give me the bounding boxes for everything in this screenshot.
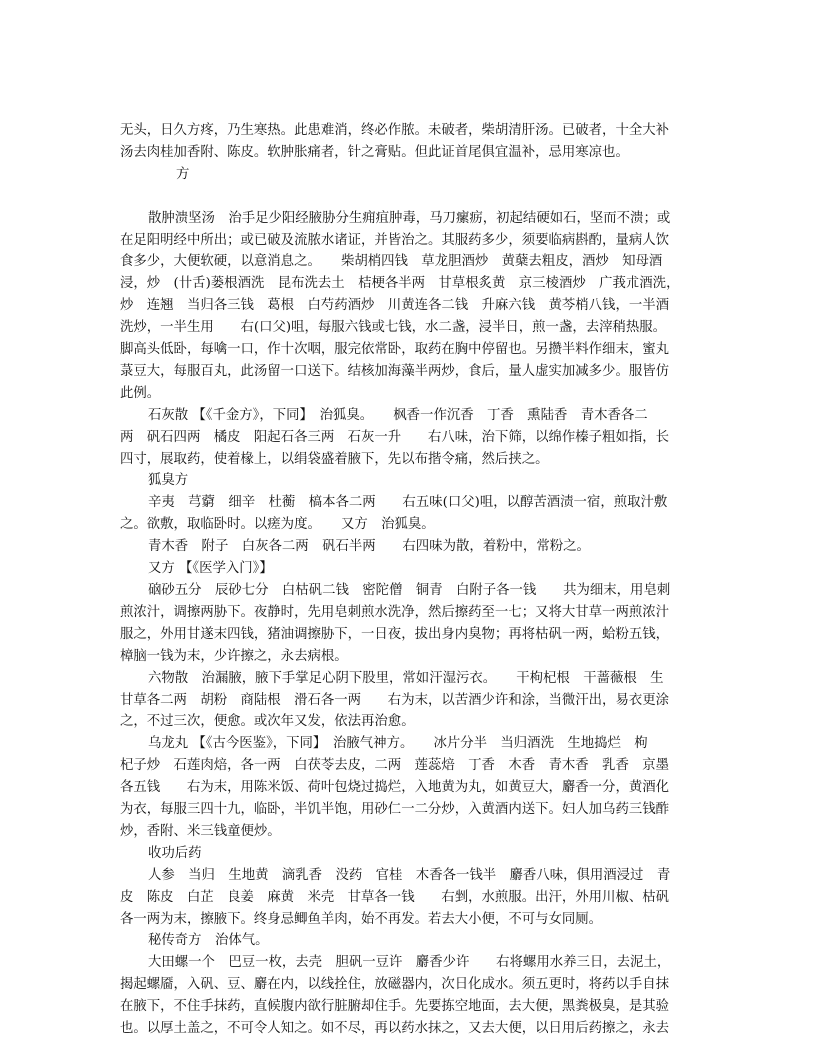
text-line: 杞子炒 石莲肉焙，各一两 白茯苓去皮，二两 莲蕊焙 丁香 木香 青木香 乳香 京墨 bbox=[120, 758, 670, 774]
text-line: 樟脑一钱为末，少许擦之，永去病根。 bbox=[120, 648, 348, 664]
text-line: 石灰散 【《千金方》，下同】 治狐臭。 枫香一作沉香 丁香 熏陆香 青木香各二 bbox=[148, 407, 648, 423]
text-line: 煎浓汁，调擦两胁下。夜静时，先用皂刺煎水洗净，然后擦药至一七；又将大甘草一两煎浓汁 bbox=[120, 604, 670, 620]
text-line: 硇砂五分 辰砂七分 白枯矾二钱 密陀僧 铜青 白附子各一钱 共为细末，用皂刺 bbox=[148, 583, 671, 598]
text-line: 大田螺一个 巴豆一枚，去壳 胆矾一豆许 麝香少许 右将螺用水养三日，去泥土， bbox=[148, 955, 671, 971]
text-line: 洗炒，一半生用 右(口父)咀，每服六钱或七钱，水二盏，浸半日，煎一盏，去滓稍热服。 bbox=[120, 320, 667, 336]
text-line: 乌龙丸 【《古今医鉴》，下同】 治腋气神方。 冰片分半 当归酒洗 生地捣烂 枸 bbox=[148, 736, 648, 752]
text-line: 散肿溃坚汤 治手足少阳经腋胁分生痈疽肿毒，马刀瘰疬，初起结硬如石，坚而不溃；或 bbox=[148, 210, 671, 226]
text-line: 之，不过三次，便愈。或次年又发，依法再治愈。 bbox=[120, 714, 415, 730]
recipe-heading: 又方 【《医学入门》】 bbox=[148, 561, 273, 577]
text-line: 两 矾石四两 橘皮 阳起石各三两 石灰一升 右八味，治下筛，以绵作榛子粗如指，长 bbox=[120, 429, 670, 445]
blank-line bbox=[120, 186, 700, 208]
text-line: 各五钱 右为末，用陈米饭、荷叶包烧过捣烂，入地黄为丸，如黄豆大，麝香一分，黄酒化 bbox=[120, 780, 670, 796]
text-line: 青木香 附子 白灰各二两 矾石半两 右四味为散，着粉中，常粉之。 bbox=[148, 539, 590, 555]
text-line: 各一两为末，擦腋下。终身忌鲫鱼羊肉，始不再发。若去大小便，不可与女同厕。 bbox=[120, 911, 603, 927]
text-line: 此例。 bbox=[120, 385, 161, 401]
text-line: 脚高头低卧，每噙一口，作十次咽，服完依常卧，取药在胸中停留也。另攒半料作细末，蜜丸 bbox=[120, 342, 670, 358]
text-line: 也。以厚土盖之，不可令人知之。如不尽，再以药水抹之，又去大便，以日用后药擦之，永去 bbox=[120, 1021, 670, 1037]
text-line: 服之，外用甘遂末四钱，猪油调擦胁下，一日夜，拔出身内臭物；再将枯矾一两，蛤粉五钱， bbox=[120, 626, 670, 642]
text-line: 炒 连翘 当归各三钱 葛根 白芍药酒炒 川黄连各二钱 升麻六钱 黄芩梢八钱，一半酒 bbox=[120, 298, 670, 314]
text-line: 菉豆大，每服百丸，此汤留一口送下。结核加海藻半两炒，食后，量人虚实加减多少。服皆仿 bbox=[120, 363, 670, 379]
recipe-heading: 秘传奇方 治体气。 bbox=[148, 933, 269, 949]
text-line: 四寸，展取药，使着椽上，以绢袋盛着腋下，先以布揩令痛，然后挟之。 bbox=[120, 451, 549, 467]
text-line: 六物散 治漏腋，腋下手掌足心阴下股里，常如汗湿污衣。 干枸杞根 干蔷薇根 生 bbox=[148, 670, 664, 686]
text-line: 为衣，每服三四十九，临卧，半饥半饱，用砂仁一二分炒，入黄酒内送下。妇人加乌药三钱酢 bbox=[120, 802, 670, 818]
text-line: 之。欲敷，取临卧时。以瘥为度。 又方 治狐臭。 bbox=[120, 517, 435, 533]
text-line: 在足阳明经中所出；或已破及流脓水诸证，并皆治之。其服药多少，须要临病斟酌，量病人饮 bbox=[120, 232, 670, 248]
text-line: 无头，日久方疼，乃生寒热。此患难消，终必作脓。未破者，柴胡清肝汤。已破者，十全大补 bbox=[120, 123, 670, 138]
text-line: 汤去肉桂加香附、陈皮。软肿胀痛者，针之膏贴。但此证首尾俱宜温补，忌用寒凉也。 bbox=[120, 144, 629, 160]
text-line: 浸，炒 (卄舌)蒌根酒洗 昆布洗去土 桔梗各半两 甘草根炙黄 京三棱酒炒 广莪朮酒洗， bbox=[120, 276, 680, 292]
section-heading: 方 bbox=[176, 166, 190, 182]
text-line: 甘草各二两 胡粉 商陆根 滑石各一两 右为末，以苦酒少许和涂，当微汗出，易衣更涂 bbox=[120, 692, 670, 708]
text-line: 炒，香附、米三钱童便炒。 bbox=[120, 823, 281, 839]
text-line: 揭起螺靥，入矾、豆、麝在内，以线拴住，放磁器内，次日化成水。须五更时，将药以手自抹 bbox=[120, 977, 670, 993]
recipe-heading: 收功后药 bbox=[148, 845, 202, 861]
text-line: 人参 当归 生地黄 滴乳香 没药 官桂 木香各一钱半 麝香八味，俱用酒浸过 青 bbox=[148, 867, 671, 883]
text-line: 食多少，大便软硬，以意消息之。 柴胡梢四钱 草龙胆酒炒 黄蘖去粗皮，酒炒 知母酒 bbox=[120, 254, 663, 270]
recipe-heading: 狐臭方 bbox=[148, 473, 189, 489]
text-line: 辛夷 芎藭 细辛 杜蘅 槁本各二两 右五味(口父)咀，以醇苦酒渍一宿，煎取汁敷 bbox=[148, 495, 668, 511]
text-line: 皮 陈皮 白芷 良姜 麻黄 米壳 甘草各一钱 右剉，水煎服。出汗，外用川椒、枯矾 bbox=[120, 889, 670, 905]
text-line: 在腋下，不住手抹药，直候腹内欲行脏腑却住手。先要拣空地面，去大便，黑粪极臭，是其验 bbox=[120, 999, 670, 1015]
